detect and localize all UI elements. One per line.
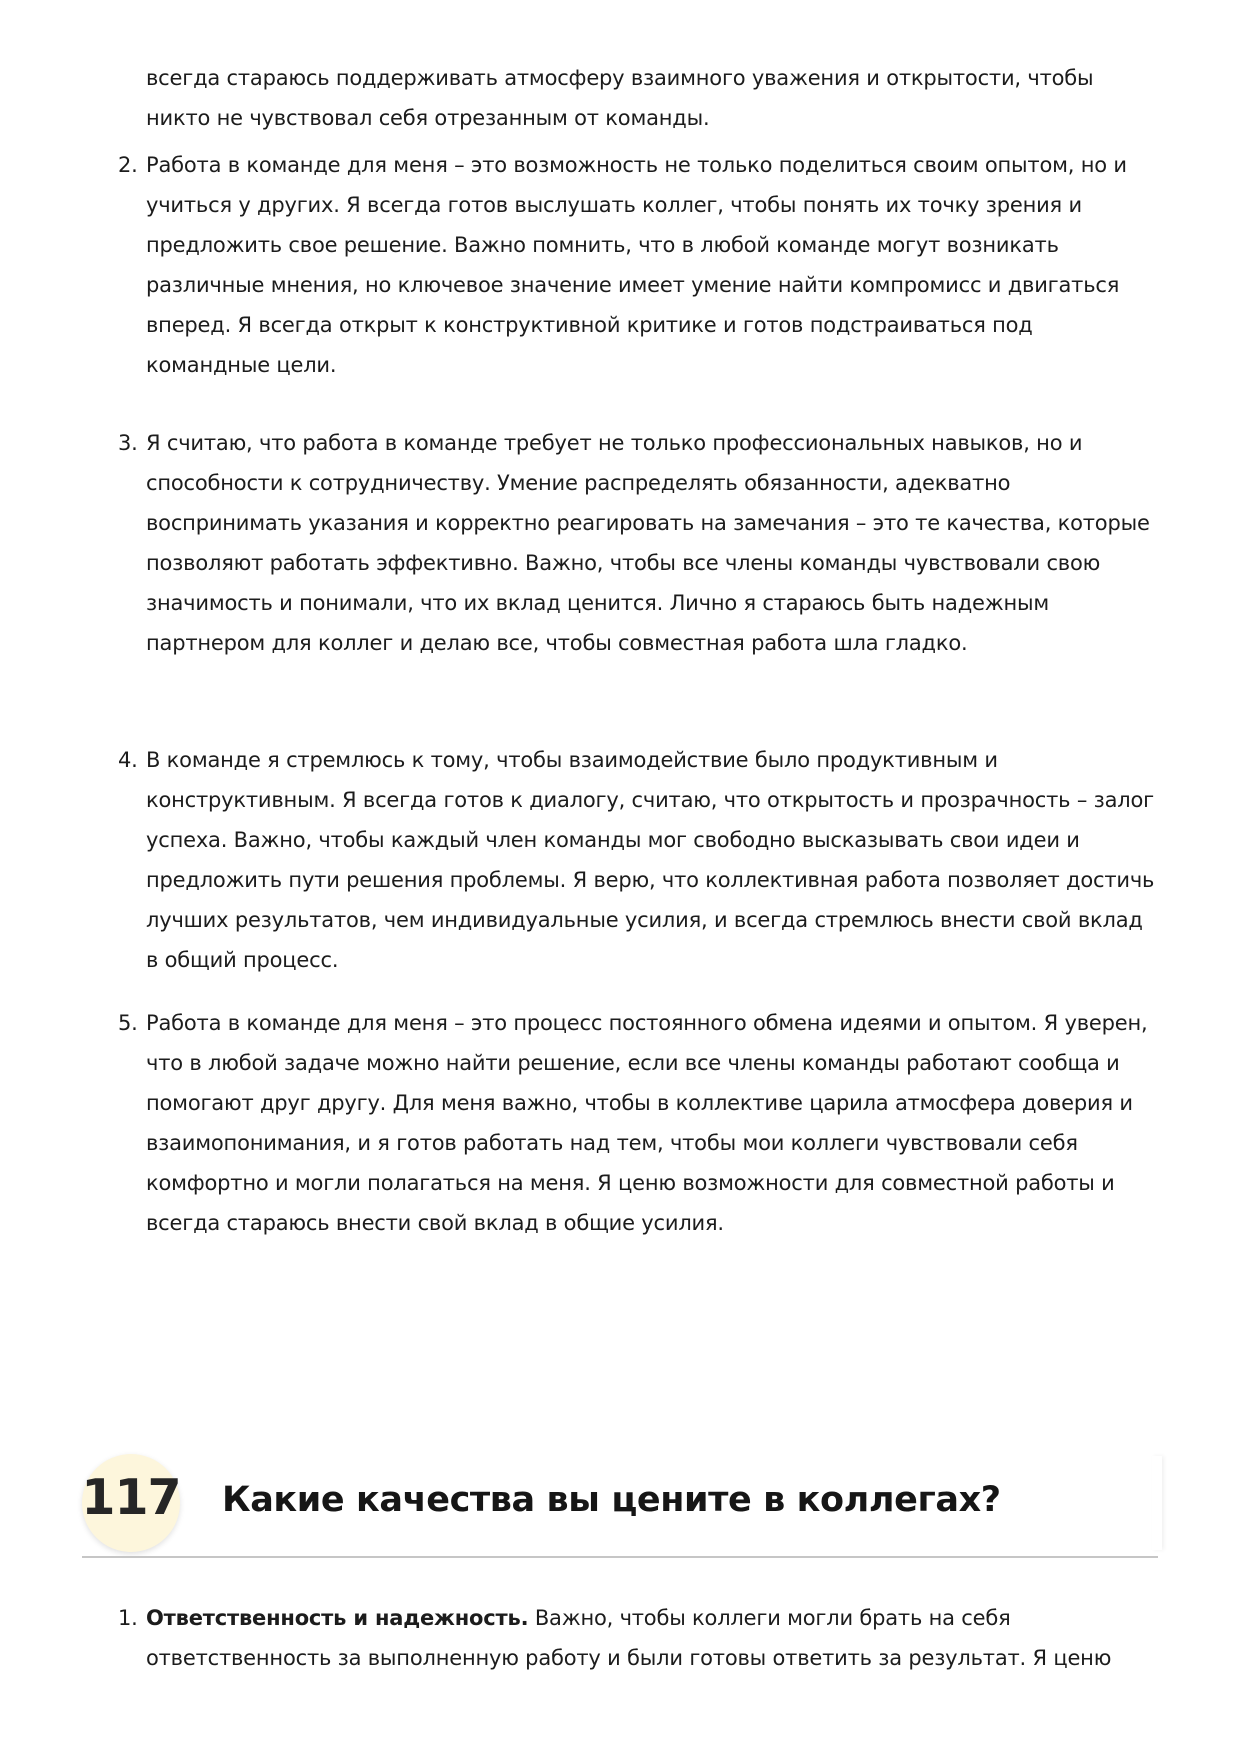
continuation-text: всегда стараюсь поддерживать атмосферу взаимного уважения и открытости, чтобы никто не чувствовал себя отрезанным от команды. (146, 66, 1094, 130)
list-item-number: 1. (118, 1606, 138, 1630)
list-item (118, 1003, 1156, 1243)
list-item (118, 423, 1156, 663)
list-item-text: Работа в команде для меня – это возможность не только поделиться своим опытом, но и учиться у других. Я всегда готов выслушать коллег, чтобы понять их точку зрения и предложить свое решение. Важно помнить, что в любой команде могут возникать различные мнения, но ключевое значение имеет умение найти компромисс и двигаться вперед. Я всегда открыт к конструктивной критике и готов подстраиваться под командные цели. (146, 153, 1127, 377)
list-item-number: 5. (118, 1011, 138, 1035)
list-item-number: 4. (118, 748, 138, 772)
list-item-number: 3. (118, 431, 138, 455)
list-item (118, 740, 1156, 980)
list-item (118, 145, 1156, 385)
heading-edge-shadow (1152, 1456, 1162, 1550)
list-item-number: 2. (118, 153, 138, 177)
list-item-text: В команде я стремлюсь к тому, чтобы взаимодействие было продуктивным и конструктивным. Я всегда готов к диалогу, считаю, что открытость и прозрачность – залог успеха. Важно, чтобы каждый член команды мог свободно высказывать свои идеи и предложить пути решения проблемы. Я верю, что коллективная работа позволяет достичь лучших результатов, чем индивидуальные усилия, и всегда стремлюсь внести свой вклад в общий процесс. (146, 748, 1155, 972)
section-heading (82, 1448, 1162, 1558)
list-item-text: Работа в команде для меня – это процесс постоянного обмена идеями и опытом. Я уверен, что в любой задаче можно найти решение, если все члены команды работают сообща и помогают друг другу. Для меня важно, чтобы в коллективе царила атмосфера доверия и взаимопонимания, и я готов работать над тем, чтобы мои коллеги чувствовали себя комфортно и могли полагаться на меня. Я ценю возможности для совместной работы и всегда стараюсь внести свой вклад в общие усилия. (146, 1011, 1148, 1235)
section-number: 117 (81, 1469, 181, 1526)
continuation-paragraph (146, 58, 1156, 138)
list-item-text: Важно, чтобы коллеги могли брать на себя ответственность за выполненную работу и были готовы ответить за результат. Я ценю (146, 1606, 1112, 1670)
list-item-text: Я считаю, что работа в команде требует не только профессиональных навыков, но и способности к сотрудничеству. Умение распределять обязанности, адекватно воспринимать указания и корректно реагировать на замечания – это те качества, которые позволяют работать эффективно. Важно, чтобы все члены команды чувствовали свою значимость и понимали, что их вклад ценится. Лично я стараюсь быть надежным партнером для коллег и делаю все, чтобы совместная работа шла гладко. (146, 431, 1150, 655)
list-item (118, 1598, 1156, 1678)
list-item-bold-lead: Ответственность и надежность. (146, 1606, 529, 1630)
section-divider (82, 1556, 1158, 1558)
section-title: Какие качества вы цените в коллегах? (222, 1480, 1001, 1520)
